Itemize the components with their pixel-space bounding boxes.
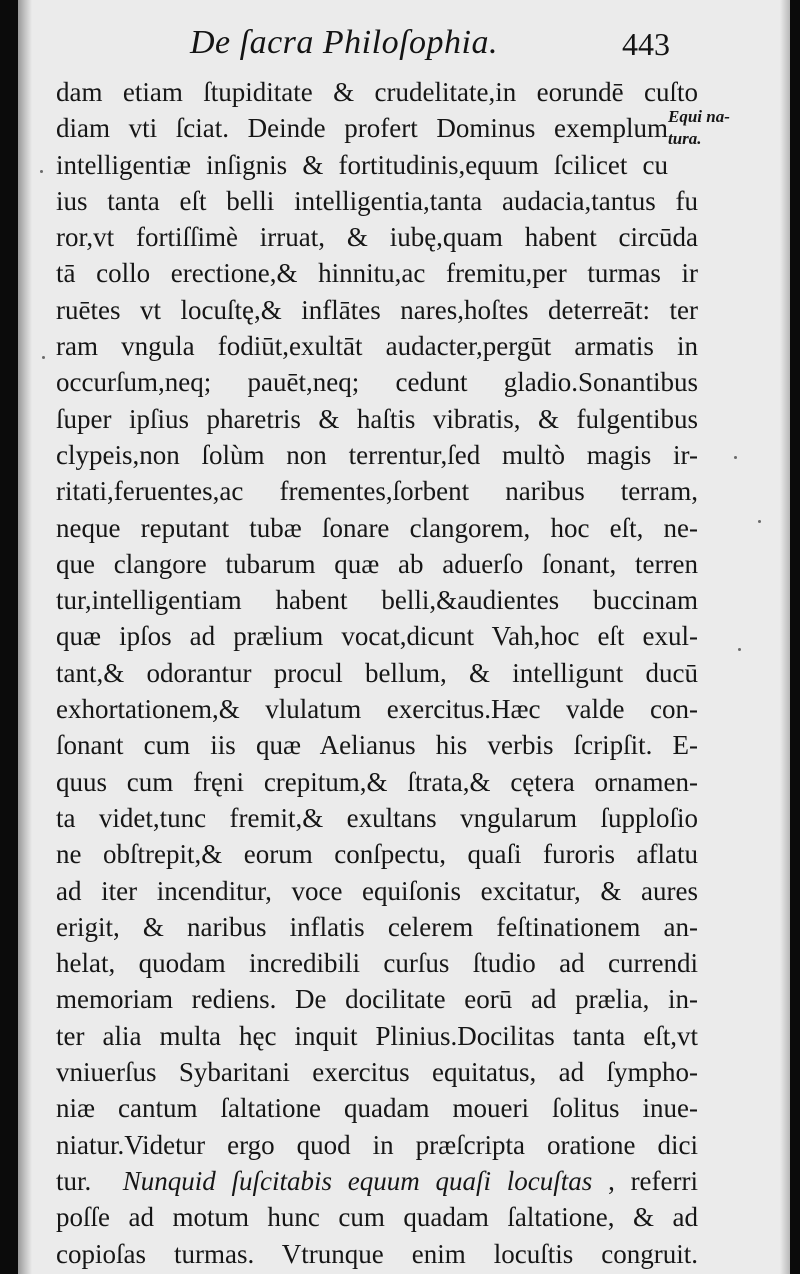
text-line: diam vti ſciat. Deinde profert Dominus exemplum <box>56 113 668 144</box>
text-line: ne obſtrepit,& eorum conſpectu, quaſi furoris aflatu <box>56 839 698 870</box>
text-line: clypeis,non ſolùm non terrentur,ſed multò magis ir- <box>56 439 698 470</box>
text-line: exhortationem,& vlulatum exercitus.Hæc valde con- <box>56 694 698 725</box>
text-line: que clangore tubarum quæ ab aduerſo ſonant, terren <box>56 548 698 579</box>
page-number: 443 <box>622 26 670 62</box>
text-line: tur,intelligentiam habent belli,&audientes buccinam <box>56 585 698 616</box>
text-line: ter alia multa hęc inquit Plinius.Docilitas tanta eſt,vt <box>56 1020 698 1051</box>
paper-speck <box>734 456 737 459</box>
paper-speck <box>40 170 43 173</box>
text-line: ſuper ipſius pharetris & haſtis vibratis, & fulgentibus <box>56 403 698 434</box>
page-header <box>18 18 790 68</box>
text-line: helat, quodam incredibili curſus ſtudio ad currendi <box>56 948 698 979</box>
text-line: ruētes vt locuſtę,& inflātes nares,hoſtes deterreāt: ter <box>56 294 698 325</box>
text-line: erigit, & naribus inflatis celerem feſtinationem an- <box>56 911 698 942</box>
line-end: , referri <box>608 1165 698 1196</box>
text-line: tā collo erectione,& hinnitu,ac fremitu,per turmas ir <box>56 258 698 289</box>
body-text <box>56 74 698 1272</box>
text-line: ius tanta eſt belli intelligentia,tanta audacia,tantus fu <box>56 185 698 216</box>
text-line: quæ ipſos ad prælium vocat,dicunt Vah,hoc eſt exul- <box>56 621 698 652</box>
paper-speck <box>758 520 761 523</box>
text-line: dam etiam ſtupiditate & crudelitate,in eorundē cuſto <box>56 77 698 107</box>
text-line: niæ cantum ſaltatione quadam moueri ſolitus inue- <box>56 1093 698 1124</box>
text-line: vniuerſus Sybaritani exercitus equitatus, ad ſympho- <box>56 1057 698 1088</box>
text-line: ram vngula fodiūt,exultāt audacter,pergūt armatis in <box>56 331 698 362</box>
marginal-note-line: tura. <box>668 129 702 148</box>
text-line: ror,vt fortiſſimè irruat, & iubę,quam habent circūda <box>56 222 698 253</box>
text-line: quus cum fręni crepitum,& ſtrata,& cętera ornamen- <box>56 766 698 797</box>
text-line: ſonant cum iis quæ Aelianus his verbis ſcripſit. E- <box>56 730 698 761</box>
text-line: ad iter incenditur, voce equiſonis excitatur, & aures <box>56 875 698 906</box>
text-line: ritati,feruentes,ac frementes,ſorbent naribus terram, <box>56 476 698 507</box>
text-line: tant,& odorantur procul bellum, & intelligunt ducū <box>56 657 698 688</box>
text-line: intelligentiæ inſignis & fortitudinis,equum ſcilicet cu <box>56 149 668 180</box>
text-line: poſſe ad motum hunc cum quadam ſaltatione, & ad <box>56 1202 698 1233</box>
text-line: neque reputant tubæ ſonare clangorem, hoc eſt, ne- <box>56 512 698 543</box>
paper-speck <box>738 648 741 651</box>
paper-speck <box>42 356 45 359</box>
text-line: niatur.Videtur ergo quod in præſcripta oratione dici <box>56 1129 698 1160</box>
text-line: occurſum,neq; pauēt,neq; cedunt gladio.Sonantibus <box>56 367 698 398</box>
text-line: memoriam rediens. De docilitate eorū ad prælia, in- <box>56 984 698 1015</box>
marginal-note-line: Equi na- <box>668 107 730 126</box>
line-start: tur. <box>56 1165 92 1196</box>
text-line-mixed <box>56 1163 698 1199</box>
text-line: ta videt,tunc fremit,& exultans vngularum ſupploſio <box>56 802 698 833</box>
scripture-quote: Nunquid ſuſcitabis equum quaſi locuſtas <box>122 1165 593 1196</box>
running-head: De ſacra Philoſophia. <box>190 24 498 61</box>
book-page <box>18 0 790 1274</box>
text-line: copioſas turmas. Vtrunque enim locuſtis congruit. <box>56 1238 698 1269</box>
